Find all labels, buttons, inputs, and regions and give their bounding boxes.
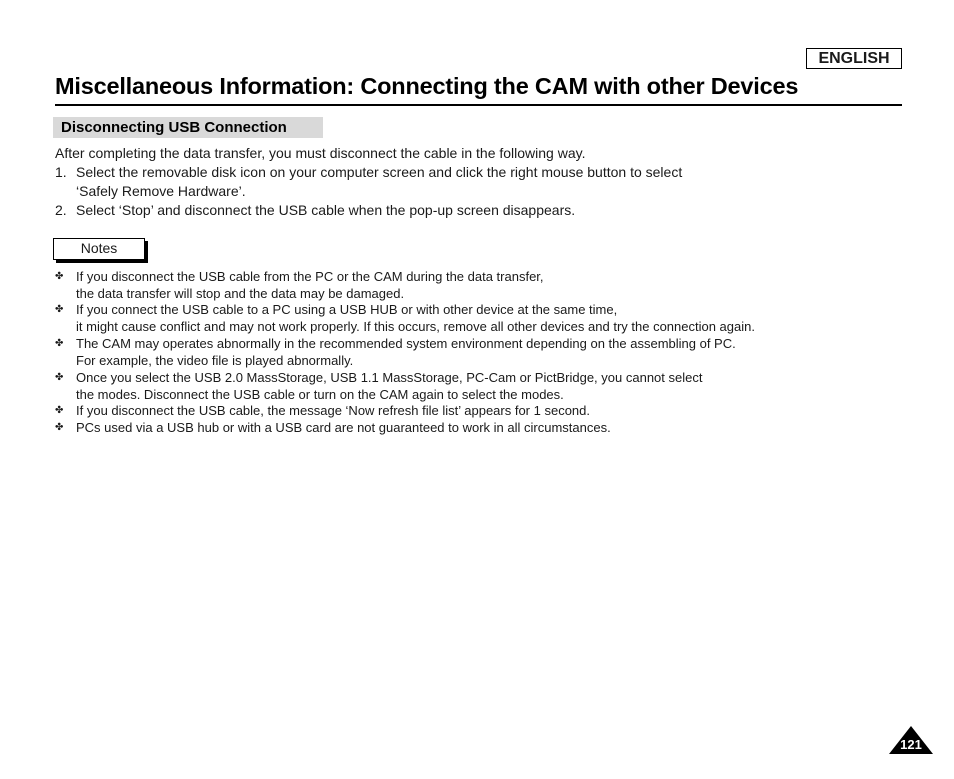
step-1-line-2: ‘Safely Remove Hardware’. xyxy=(76,183,246,199)
note-item xyxy=(55,268,544,302)
note-line: If you disconnect the USB cable, the message ‘Now refresh file list’ appears for 1 second. xyxy=(76,403,591,418)
page-title: Miscellaneous Information: Connecting the CAM with other Devices xyxy=(55,73,799,99)
note-item xyxy=(55,335,736,369)
title-divider xyxy=(55,104,902,106)
note-bullet-icon: ✤ xyxy=(55,405,64,416)
intro-text: After completing the data transfer, you must disconnect the cable in the following way. xyxy=(55,145,586,161)
note-line: If you disconnect the USB cable from the PC or the CAM during the data transfer, xyxy=(76,269,544,284)
note-item xyxy=(55,369,702,403)
step-2 xyxy=(55,201,575,220)
note-line: PCs used via a USB hub or with a USB card are not guaranteed to work in all circumstances. xyxy=(76,420,611,435)
note-line: the data transfer will stop and the data may be damaged. xyxy=(76,286,405,301)
page-number: 121 xyxy=(900,737,922,752)
note-line: The CAM may operates abnormally in the recommended system environment depending on the assembling of PC. xyxy=(76,336,736,351)
note-bullet-icon: ✤ xyxy=(55,372,64,383)
step-2-number: 2. xyxy=(55,202,67,218)
note-bullet-icon: ✤ xyxy=(55,338,64,349)
step-1-number: 1. xyxy=(55,164,67,180)
note-item xyxy=(55,419,611,436)
section-heading: Disconnecting USB Connection xyxy=(53,117,323,138)
language-badge: ENGLISH xyxy=(806,48,902,69)
note-line: Once you select the USB 2.0 MassStorage, USB 1.1 MassStorage, PC-Cam or PictBridge, you cannot select xyxy=(76,370,703,385)
step-1-text: Select the removable disk icon on your computer screen and click the right mouse button to select xyxy=(76,164,683,180)
notes-label: Notes xyxy=(53,238,145,260)
note-line: For example, the video file is played abnormally. xyxy=(76,353,354,368)
note-item xyxy=(55,402,590,419)
note-bullet-icon: ✤ xyxy=(55,304,64,315)
step-1 xyxy=(55,163,682,201)
note-item xyxy=(55,301,755,335)
note-bullet-icon: ✤ xyxy=(55,422,64,433)
page-number-badge xyxy=(888,725,934,755)
step-1-line-1 xyxy=(55,163,682,182)
step-2-text: Select ‘Stop’ and disconnect the USB cable when the pop-up screen disappears. xyxy=(76,202,576,218)
note-line: it might cause conflict and may not work properly. If this occurs, remove all other devices and try the connection again. xyxy=(76,319,755,334)
note-line: the modes. Disconnect the USB cable or turn on the CAM again to select the modes. xyxy=(76,387,564,402)
note-bullet-icon: ✤ xyxy=(55,271,64,282)
note-line: If you connect the USB cable to a PC using a USB HUB or with other device at the same time, xyxy=(76,302,618,317)
